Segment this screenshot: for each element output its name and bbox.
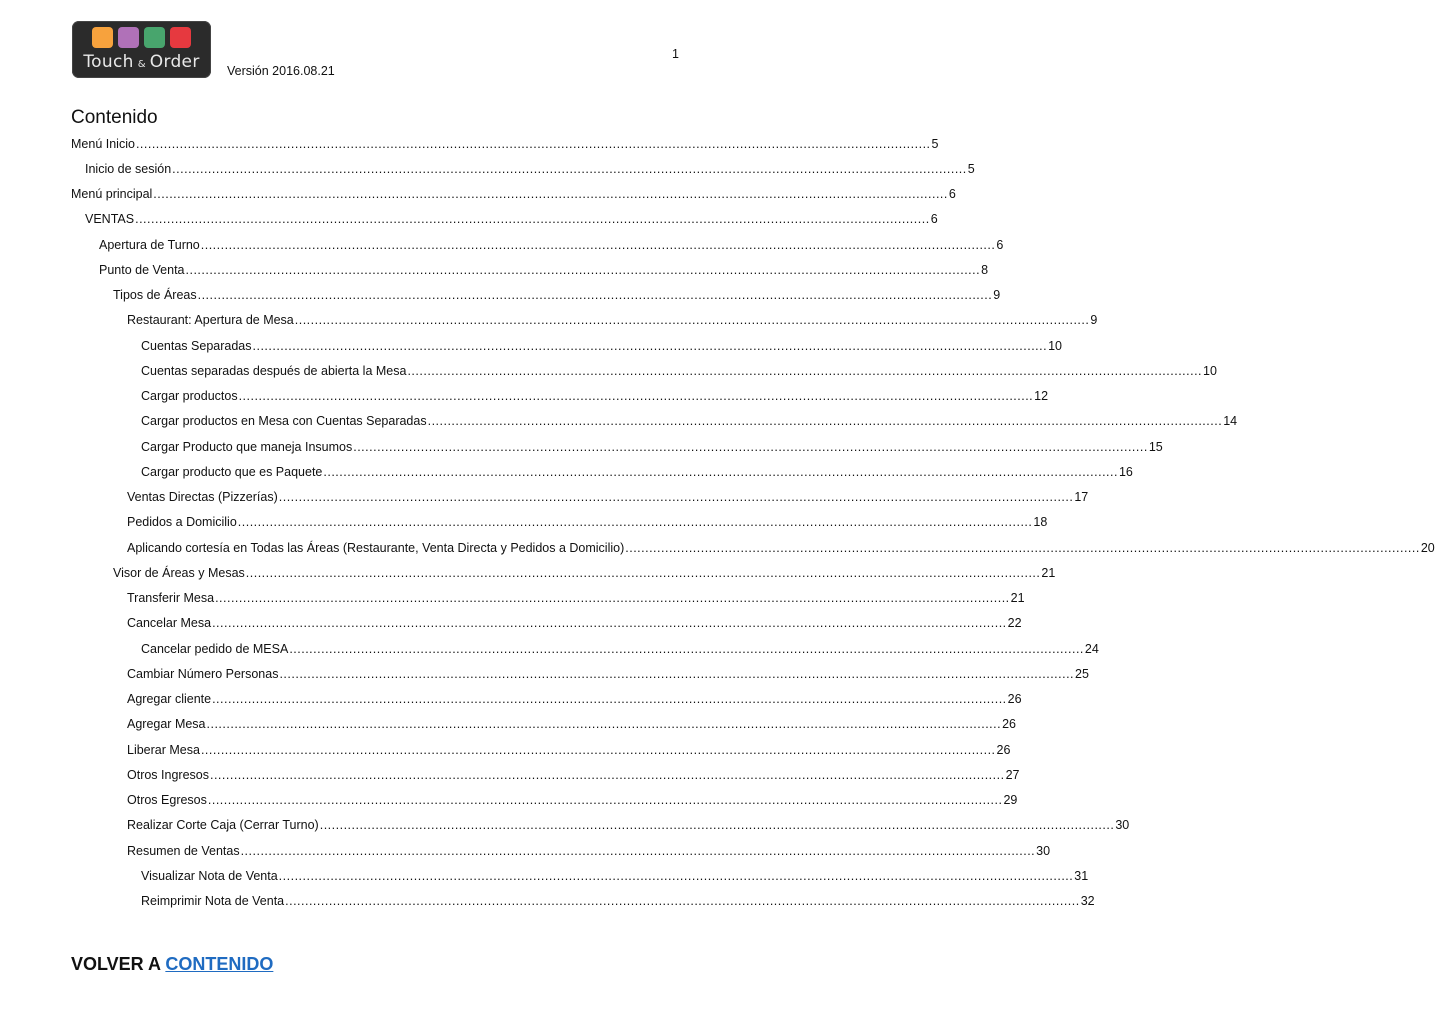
- toc-dot-leader: ........................................................................................................................................................................................................: [206, 717, 1002, 732]
- toc-entry-page: 30: [1115, 818, 1130, 833]
- toc-entry[interactable]: [127, 788, 1018, 813]
- toc-entry[interactable]: [99, 232, 1004, 257]
- toc-entry-label: Resumen de Ventas: [127, 843, 240, 858]
- toc-entry[interactable]: [127, 535, 1435, 560]
- toc-entry[interactable]: [141, 863, 1089, 888]
- toc-entry-label: Otros Ingresos: [127, 767, 209, 782]
- toc-entry-label: Menú principal: [71, 187, 153, 201]
- toc-entry-page: 30: [1036, 843, 1051, 858]
- toc-dot-leader: ........................................................................................................................................................................................................: [279, 666, 1075, 681]
- toc-dot-leader: ........................................................................................................................................................................................................: [278, 868, 1074, 883]
- toc-dot-leader: ........................................................................................................................................................................................................: [294, 313, 1090, 328]
- toc-entry-page: 10: [1048, 338, 1062, 353]
- toc-entry-page: 15: [1148, 439, 1163, 454]
- toc-entry-label: Tipos de Áreas: [113, 288, 197, 302]
- red-square-icon: [170, 27, 191, 48]
- toc-dot-leader: ........................................................................................................................................................................................................: [625, 540, 1420, 555]
- toc-entry-page: 5: [967, 161, 975, 176]
- toc-entry-label: Cargar producto que es Paquete: [141, 464, 323, 479]
- toc-entry-page: 22: [1007, 616, 1022, 631]
- toc-dot-leader: ........................................................................................................................................................................................................: [407, 363, 1203, 378]
- toc-entry-label: Cuentas separadas después de abierta la Mesa: [141, 363, 407, 378]
- purple-square-icon: [118, 27, 139, 48]
- toc-entry-label: Visualizar Nota de Venta: [141, 868, 278, 883]
- toc-entry-page: 18: [1033, 515, 1048, 530]
- toc-entry-page: 26: [996, 742, 1011, 757]
- toc-entry-label: Agregar cliente: [127, 692, 212, 706]
- toc-entry-label: Cuentas Separadas: [141, 338, 252, 353]
- toc-entry-label: Cancelar pedido de MESA: [141, 641, 289, 656]
- toc-entry-label: Aplicando cortesía en Todas las Áreas (Restaurante, Venta Directa y Pedidos a Domicilio): [127, 540, 625, 555]
- toc-entry-page: 8: [981, 262, 989, 277]
- toc-entry[interactable]: [141, 409, 1238, 434]
- toc-entry-label: Transferir Mesa: [127, 591, 215, 605]
- toc-entry-label: Realizar Corte Caja (Cerrar Turno): [127, 818, 319, 833]
- toc-entry[interactable]: [99, 257, 989, 282]
- toc-entry[interactable]: [71, 182, 956, 207]
- toc-dot-leader: ........................................................................................................................................................................................................: [212, 616, 1007, 631]
- toc-entry-page: 6: [930, 212, 938, 227]
- toc-entry-label: Menú Inicio: [71, 136, 135, 151]
- toc-entry[interactable]: [127, 611, 1022, 636]
- toc-entry[interactable]: [141, 358, 1217, 383]
- toc-dot-leader: ........................................................................................................................................................................................................: [252, 338, 1048, 353]
- toc-dot-leader: ........................................................................................................................................................................................................: [319, 818, 1115, 833]
- toc-dot-leader: ........................................................................................................................................................................................................: [238, 389, 1034, 403]
- back-to-contents: [71, 954, 273, 975]
- toc-dot-leader: ........................................................................................................................................................................................................: [207, 793, 1003, 807]
- toc-entry-label: Restaurant: Apertura de Mesa: [127, 313, 294, 328]
- toc-entry-page: 9: [993, 288, 1001, 302]
- toc-entry-label: Reimprimir Nota de Venta: [141, 894, 285, 908]
- toc-entry[interactable]: [127, 510, 1048, 535]
- toc-entry-page: 32: [1080, 894, 1095, 908]
- toc-entry-page: 16: [1118, 464, 1133, 479]
- toc-entry[interactable]: [85, 207, 938, 232]
- toc-entry-label: Cancelar Mesa: [127, 616, 212, 631]
- toc-entry-label: Cargar productos: [141, 389, 238, 403]
- logo-text-left: Touch: [83, 52, 134, 72]
- toc-dot-leader: ........................................................................................................................................................................................................: [172, 161, 967, 176]
- toc-entry[interactable]: [113, 283, 1001, 308]
- toc-dot-leader: ........................................................................................................................................................................................................: [278, 490, 1074, 504]
- toc-entry[interactable]: [127, 712, 1017, 737]
- back-label: VOLVER A: [71, 954, 161, 974]
- toc-entry-label: VENTAS: [85, 212, 135, 227]
- toc-dot-leader: ........................................................................................................................................................................................................: [353, 439, 1148, 454]
- toc-entry-page: 21: [1041, 565, 1056, 580]
- toc-title: Contenido: [71, 107, 158, 128]
- page-number: 1: [672, 47, 679, 61]
- toc-dot-leader: ........................................................................................................................................................................................................: [323, 464, 1118, 479]
- toc-entry[interactable]: [141, 459, 1133, 484]
- toc-entry[interactable]: [127, 813, 1130, 838]
- toc-dot-leader: ........................................................................................................................................................................................................: [135, 212, 930, 227]
- orange-square-icon: [92, 27, 113, 48]
- toc-entry-label: Otros Egresos: [127, 793, 207, 807]
- toc-entry-page: 26: [1007, 692, 1022, 706]
- touch-and-order-logo: [72, 21, 211, 78]
- toc-entry-page: 27: [1005, 767, 1020, 782]
- toc-entry-label: Agregar Mesa: [127, 717, 206, 732]
- toc-dot-leader: ........................................................................................................................................................................................................: [209, 767, 1005, 782]
- toc-dot-leader: ........................................................................................................................................................................................................: [135, 136, 931, 151]
- toc-entry-page: 21: [1010, 591, 1025, 605]
- logo-text-right: Order: [149, 52, 200, 72]
- toc-entry[interactable]: [141, 889, 1095, 914]
- toc-dot-leader: ........................................................................................................................................................................................................: [245, 565, 1041, 580]
- toc-entry[interactable]: [127, 762, 1020, 787]
- toc-entry[interactable]: [71, 131, 939, 156]
- toc-entry-label: Cargar productos en Mesa con Cuentas Separadas: [141, 414, 427, 429]
- toc-dot-leader: ........................................................................................................................................................................................................: [197, 288, 993, 302]
- toc-dot-leader: ........................................................................................................................................................................................................: [240, 843, 1036, 858]
- toc-dot-leader: ........................................................................................................................................................................................................: [153, 187, 948, 201]
- toc-entry-label: Apertura de Turno: [99, 237, 200, 252]
- toc-entry[interactable]: [127, 308, 1098, 333]
- toc-entry-page: 10: [1203, 363, 1217, 378]
- toc-entry-label: Cargar Producto que maneja Insumos: [141, 439, 353, 454]
- toc-dot-leader: ........................................................................................................................................................................................................: [289, 641, 1084, 656]
- logo-text-amp: &: [137, 59, 146, 70]
- toc-entry-page: 29: [1003, 793, 1018, 807]
- toc-entry-page: 14: [1223, 414, 1238, 429]
- toc-entry-page: 6: [996, 237, 1004, 252]
- logo-text: [72, 52, 211, 72]
- page-header: [0, 0, 768, 100]
- toc-entry[interactable]: [141, 384, 1049, 409]
- toc-entry[interactable]: [127, 737, 1011, 762]
- toc-entry-page: 20: [1420, 540, 1435, 555]
- toc-entry-page: 12: [1034, 389, 1049, 403]
- toc-entry[interactable]: [127, 838, 1051, 863]
- version-label: Versión 2016.08.21: [227, 64, 335, 78]
- toc-entry-page: 26: [1002, 717, 1017, 732]
- toc-entry-page: 24: [1084, 641, 1099, 656]
- toc-dot-leader: ........................................................................................................................................................................................................: [200, 237, 996, 252]
- toc-entry-page: 9: [1090, 313, 1098, 328]
- toc-entry-page: 5: [931, 136, 939, 151]
- toc-dot-leader: ........................................................................................................................................................................................................: [185, 262, 981, 277]
- toc-entry[interactable]: [127, 586, 1025, 611]
- toc-entry[interactable]: [127, 687, 1022, 712]
- toc-entry-page: 6: [948, 187, 956, 201]
- toc-entry[interactable]: [113, 560, 1056, 585]
- toc-entry[interactable]: [141, 434, 1163, 459]
- toc-entry[interactable]: [85, 156, 975, 181]
- green-square-icon: [144, 27, 165, 48]
- toc-dot-leader: ........................................................................................................................................................................................................: [200, 742, 996, 757]
- toc-entry-label: Liberar Mesa: [127, 742, 200, 757]
- toc-dot-leader: ........................................................................................................................................................................................................: [427, 414, 1223, 429]
- toc-entry-label: Cambiar Número Personas: [127, 666, 279, 681]
- toc-dot-leader: ........................................................................................................................................................................................................: [285, 894, 1080, 908]
- toc-entry-label: Pedidos a Domicilio: [127, 515, 237, 530]
- toc-entry[interactable]: [127, 485, 1089, 510]
- toc-entry-page: 31: [1074, 868, 1089, 883]
- toc-entry-label: Visor de Áreas y Mesas: [113, 565, 245, 580]
- toc-entry[interactable]: [141, 333, 1062, 358]
- contents-link[interactable]: CONTENIDO: [165, 954, 274, 974]
- toc-entry[interactable]: [141, 636, 1099, 661]
- toc-entry-page: 17: [1074, 490, 1089, 504]
- toc-entry-page: 25: [1075, 666, 1089, 681]
- toc-dot-leader: ........................................................................................................................................................................................................: [212, 692, 1007, 706]
- toc-dot-leader: ........................................................................................................................................................................................................: [237, 515, 1033, 530]
- toc-dot-leader: ........................................................................................................................................................................................................: [215, 591, 1010, 605]
- toc-entry-label: Ventas Directas (Pizzerías): [127, 490, 278, 504]
- toc-entry[interactable]: [127, 661, 1089, 686]
- toc-entry-label: Punto de Venta: [99, 262, 185, 277]
- toc-entry-label: Inicio de sesión: [85, 161, 172, 176]
